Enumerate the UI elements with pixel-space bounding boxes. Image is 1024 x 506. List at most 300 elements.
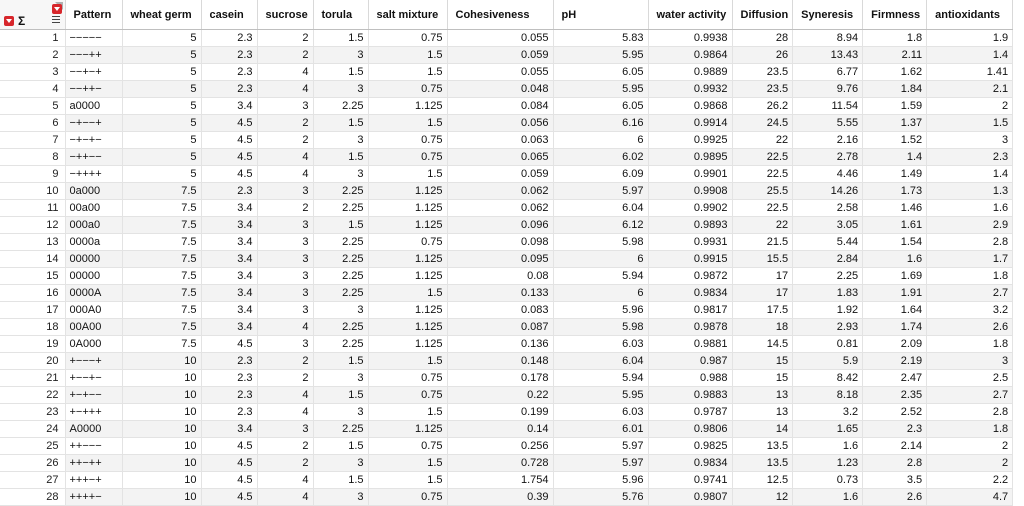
table-cell[interactable]: 0.096 bbox=[447, 217, 553, 234]
table-cell[interactable]: 22 bbox=[732, 217, 793, 234]
table-cell[interactable]: 0.9908 bbox=[648, 183, 732, 200]
table-cell[interactable]: 4 bbox=[257, 472, 313, 489]
table-cell[interactable]: 4 bbox=[257, 166, 313, 183]
table-cell[interactable]: 5 bbox=[122, 115, 201, 132]
table-row[interactable] bbox=[0, 217, 1013, 234]
table-cell[interactable]: 3 bbox=[257, 251, 313, 268]
table-cell[interactable]: 2.3 bbox=[201, 81, 257, 98]
table-cell[interactable]: 0.062 bbox=[447, 183, 553, 200]
table-cell[interactable]: 7.5 bbox=[122, 251, 201, 268]
cell-pattern[interactable]: 0000A bbox=[65, 285, 122, 302]
row-number[interactable]: 4 bbox=[0, 81, 65, 98]
cell-pattern[interactable]: −−−−− bbox=[65, 30, 122, 47]
table-cell[interactable]: 4.5 bbox=[201, 489, 257, 506]
table-cell[interactable]: 5.94 bbox=[553, 268, 648, 285]
table-row[interactable] bbox=[0, 285, 1013, 302]
table-cell[interactable]: 2.25 bbox=[313, 268, 368, 285]
table-cell[interactable]: 10 bbox=[122, 387, 201, 404]
table-cell[interactable]: 3 bbox=[313, 404, 368, 421]
table-cell[interactable]: 6.04 bbox=[553, 200, 648, 217]
table-cell[interactable]: 1.125 bbox=[368, 302, 447, 319]
table-cell[interactable]: 3 bbox=[257, 234, 313, 251]
table-cell[interactable]: 5.95 bbox=[553, 47, 648, 64]
table-cell[interactable]: 4.5 bbox=[201, 166, 257, 183]
table-row[interactable] bbox=[0, 353, 1013, 370]
table-cell[interactable]: 3 bbox=[257, 217, 313, 234]
row-number[interactable]: 5 bbox=[0, 98, 65, 115]
table-cell[interactable]: 6.12 bbox=[553, 217, 648, 234]
cell-pattern[interactable]: A0000 bbox=[65, 421, 122, 438]
table-cell[interactable]: 7.5 bbox=[122, 217, 201, 234]
table-cell[interactable]: 0.9878 bbox=[648, 319, 732, 336]
table-cell[interactable]: 5 bbox=[122, 132, 201, 149]
table-cell[interactable]: 0.9931 bbox=[648, 234, 732, 251]
column-header-sucrose[interactable]: sucrose bbox=[257, 0, 313, 30]
table-row[interactable] bbox=[0, 472, 1013, 489]
table-cell[interactable]: 2.25 bbox=[313, 183, 368, 200]
table-cell[interactable]: 1.8 bbox=[927, 421, 1013, 438]
table-cell[interactable]: 1.5 bbox=[368, 353, 447, 370]
table-cell[interactable]: 6 bbox=[553, 251, 648, 268]
table-cell[interactable]: 0.75 bbox=[368, 81, 447, 98]
column-header-cohesiveness[interactable]: Cohesiveness bbox=[447, 0, 553, 30]
table-cell[interactable]: 10 bbox=[122, 455, 201, 472]
table-cell[interactable]: 0.9915 bbox=[648, 251, 732, 268]
table-cell[interactable]: 14.5 bbox=[732, 336, 793, 353]
row-number[interactable]: 14 bbox=[0, 251, 65, 268]
table-cell[interactable]: 12 bbox=[732, 489, 793, 506]
column-header-firmness[interactable]: Firmness bbox=[863, 0, 927, 30]
table-cell[interactable]: 1.125 bbox=[368, 217, 447, 234]
table-cell[interactable]: 10 bbox=[122, 404, 201, 421]
table-cell[interactable]: 0.9787 bbox=[648, 404, 732, 421]
table-cell[interactable]: 2.09 bbox=[863, 336, 927, 353]
table-cell[interactable]: 0.75 bbox=[368, 489, 447, 506]
table-cell[interactable]: 12.5 bbox=[732, 472, 793, 489]
table-cell[interactable]: 4 bbox=[257, 319, 313, 336]
table-cell[interactable]: 1.8 bbox=[927, 268, 1013, 285]
table-cell[interactable]: 0.9895 bbox=[648, 149, 732, 166]
cell-pattern[interactable]: −+−−+ bbox=[65, 115, 122, 132]
cell-pattern[interactable]: −++++ bbox=[65, 166, 122, 183]
table-cell[interactable]: 11.54 bbox=[793, 98, 863, 115]
table-row[interactable] bbox=[0, 64, 1013, 81]
cell-pattern[interactable]: a0000 bbox=[65, 98, 122, 115]
table-cell[interactable]: 17.5 bbox=[732, 302, 793, 319]
table-cell[interactable]: 1.4 bbox=[863, 149, 927, 166]
table-row[interactable] bbox=[0, 234, 1013, 251]
table-cell[interactable]: 0.9806 bbox=[648, 421, 732, 438]
table-cell[interactable]: 0.133 bbox=[447, 285, 553, 302]
table-cell[interactable]: 0.14 bbox=[447, 421, 553, 438]
table-cell[interactable]: 4.5 bbox=[201, 132, 257, 149]
table-cell[interactable]: 5.97 bbox=[553, 438, 648, 455]
row-number[interactable]: 13 bbox=[0, 234, 65, 251]
table-cell[interactable]: 4 bbox=[257, 404, 313, 421]
table-cell[interactable]: 1.5 bbox=[927, 115, 1013, 132]
table-cell[interactable]: 0.084 bbox=[447, 98, 553, 115]
table-cell[interactable]: 1.6 bbox=[793, 438, 863, 455]
cell-pattern[interactable]: 0000a bbox=[65, 234, 122, 251]
table-cell[interactable]: 10 bbox=[122, 438, 201, 455]
table-cell[interactable]: 0.9932 bbox=[648, 81, 732, 98]
cell-pattern[interactable]: −++−− bbox=[65, 149, 122, 166]
table-cell[interactable]: 1.61 bbox=[863, 217, 927, 234]
table-cell[interactable]: 15.5 bbox=[732, 251, 793, 268]
table-cell[interactable]: 0.39 bbox=[447, 489, 553, 506]
table-cell[interactable]: 2.8 bbox=[927, 234, 1013, 251]
row-number[interactable]: 20 bbox=[0, 353, 65, 370]
table-cell[interactable]: 2 bbox=[927, 438, 1013, 455]
table-cell[interactable]: 1.59 bbox=[863, 98, 927, 115]
table-cell[interactable]: 23.5 bbox=[732, 81, 793, 98]
table-cell[interactable]: 1.754 bbox=[447, 472, 553, 489]
table-cell[interactable]: 22.5 bbox=[732, 166, 793, 183]
table-cell[interactable]: 0.059 bbox=[447, 47, 553, 64]
table-cell[interactable]: 1.64 bbox=[863, 302, 927, 319]
filter-lines-icon[interactable] bbox=[52, 16, 60, 24]
table-cell[interactable]: 2.8 bbox=[863, 455, 927, 472]
table-cell[interactable]: 1.69 bbox=[863, 268, 927, 285]
table-cell[interactable]: 6.03 bbox=[553, 404, 648, 421]
table-cell[interactable]: 1.9 bbox=[927, 30, 1013, 47]
cell-pattern[interactable]: ++−++ bbox=[65, 455, 122, 472]
table-cell[interactable]: 24.5 bbox=[732, 115, 793, 132]
row-number[interactable]: 15 bbox=[0, 268, 65, 285]
cell-pattern[interactable]: +−−+− bbox=[65, 370, 122, 387]
table-cell[interactable]: 10 bbox=[122, 421, 201, 438]
row-number[interactable]: 17 bbox=[0, 302, 65, 319]
cell-pattern[interactable]: 000A0 bbox=[65, 302, 122, 319]
table-cell[interactable]: 1.7 bbox=[927, 251, 1013, 268]
table-cell[interactable]: 8.18 bbox=[793, 387, 863, 404]
table-cell[interactable]: 2.6 bbox=[863, 489, 927, 506]
table-cell[interactable]: 1.49 bbox=[863, 166, 927, 183]
cell-pattern[interactable]: −−++− bbox=[65, 81, 122, 98]
table-cell[interactable]: 1.62 bbox=[863, 64, 927, 81]
table-cell[interactable]: 3.2 bbox=[927, 302, 1013, 319]
row-number[interactable]: 6 bbox=[0, 115, 65, 132]
table-cell[interactable]: 4.5 bbox=[201, 472, 257, 489]
table-cell[interactable]: 5.95 bbox=[553, 81, 648, 98]
table-cell[interactable]: 5.96 bbox=[553, 472, 648, 489]
table-row[interactable] bbox=[0, 438, 1013, 455]
table-cell[interactable]: 3 bbox=[313, 489, 368, 506]
table-cell[interactable]: 0.9834 bbox=[648, 455, 732, 472]
table-cell[interactable]: 0.148 bbox=[447, 353, 553, 370]
table-cell[interactable]: 22.5 bbox=[732, 200, 793, 217]
table-cell[interactable]: 3.4 bbox=[201, 285, 257, 302]
table-cell[interactable]: 7.5 bbox=[122, 268, 201, 285]
table-cell[interactable]: 2.93 bbox=[793, 319, 863, 336]
table-cell[interactable]: 5.96 bbox=[553, 302, 648, 319]
table-cell[interactable]: 2.3 bbox=[201, 404, 257, 421]
table-cell[interactable]: 3 bbox=[257, 302, 313, 319]
table-cell[interactable]: 1.5 bbox=[368, 47, 447, 64]
table-cell[interactable]: 2 bbox=[257, 370, 313, 387]
table-cell[interactable]: 2.8 bbox=[927, 404, 1013, 421]
table-cell[interactable]: 1.125 bbox=[368, 319, 447, 336]
table-cell[interactable]: 1.83 bbox=[793, 285, 863, 302]
table-cell[interactable]: 0.81 bbox=[793, 336, 863, 353]
table-cell[interactable]: 1.125 bbox=[368, 98, 447, 115]
table-row[interactable] bbox=[0, 47, 1013, 64]
table-cell[interactable]: 2 bbox=[257, 438, 313, 455]
table-cell[interactable]: 5.55 bbox=[793, 115, 863, 132]
cell-pattern[interactable]: +−+++ bbox=[65, 404, 122, 421]
table-cell[interactable]: 5.97 bbox=[553, 455, 648, 472]
table-cell[interactable]: 10 bbox=[122, 353, 201, 370]
table-cell[interactable]: 2.3 bbox=[201, 47, 257, 64]
row-number[interactable]: 2 bbox=[0, 47, 65, 64]
table-cell[interactable]: 2.7 bbox=[927, 285, 1013, 302]
table-cell[interactable]: 2.25 bbox=[313, 234, 368, 251]
table-cell[interactable]: 0.75 bbox=[368, 234, 447, 251]
table-cell[interactable]: 1.74 bbox=[863, 319, 927, 336]
table-cell[interactable]: 13.5 bbox=[732, 438, 793, 455]
table-cell[interactable]: 8.94 bbox=[793, 30, 863, 47]
table-cell[interactable]: 13 bbox=[732, 387, 793, 404]
table-cell[interactable]: 0.199 bbox=[447, 404, 553, 421]
table-cell[interactable]: 0.9883 bbox=[648, 387, 732, 404]
table-cell[interactable]: 1.125 bbox=[368, 268, 447, 285]
table-cell[interactable]: 2.25 bbox=[313, 319, 368, 336]
table-cell[interactable]: 5 bbox=[122, 64, 201, 81]
table-cell[interactable]: 0.73 bbox=[793, 472, 863, 489]
table-cell[interactable]: 5.94 bbox=[553, 370, 648, 387]
table-row[interactable] bbox=[0, 30, 1013, 47]
table-cell[interactable]: 2.3 bbox=[927, 149, 1013, 166]
table-cell[interactable]: 22.5 bbox=[732, 149, 793, 166]
table-cell[interactable]: 2.3 bbox=[863, 421, 927, 438]
column-header-syneresis[interactable]: Syneresis bbox=[793, 0, 863, 30]
table-cell[interactable]: 14 bbox=[732, 421, 793, 438]
table-cell[interactable]: 1.23 bbox=[793, 455, 863, 472]
table-cell[interactable]: 0.083 bbox=[447, 302, 553, 319]
table-cell[interactable]: 2 bbox=[927, 455, 1013, 472]
table-cell[interactable]: 5 bbox=[122, 98, 201, 115]
table-cell[interactable]: 13 bbox=[732, 404, 793, 421]
row-number[interactable]: 27 bbox=[0, 472, 65, 489]
table-cell[interactable]: 3 bbox=[257, 336, 313, 353]
table-cell[interactable]: 3 bbox=[313, 455, 368, 472]
table-cell[interactable]: 0.062 bbox=[447, 200, 553, 217]
table-cell[interactable]: 0.08 bbox=[447, 268, 553, 285]
table-cell[interactable]: 1.5 bbox=[368, 455, 447, 472]
table-cell[interactable]: 2.5 bbox=[927, 370, 1013, 387]
column-header-antioxidants[interactable]: antioxidants bbox=[927, 0, 1013, 30]
table-cell[interactable]: 0.256 bbox=[447, 438, 553, 455]
row-number[interactable]: 26 bbox=[0, 455, 65, 472]
table-cell[interactable]: 4.7 bbox=[927, 489, 1013, 506]
table-cell[interactable]: 1.6 bbox=[863, 251, 927, 268]
table-cell[interactable]: 1.8 bbox=[863, 30, 927, 47]
table-cell[interactable]: 1.5 bbox=[313, 472, 368, 489]
table-cell[interactable]: 5.95 bbox=[553, 387, 648, 404]
table-cell[interactable]: 2.25 bbox=[793, 268, 863, 285]
table-cell[interactable]: 0.9914 bbox=[648, 115, 732, 132]
table-cell[interactable]: 0.136 bbox=[447, 336, 553, 353]
table-cell[interactable]: 5.83 bbox=[553, 30, 648, 47]
table-cell[interactable]: 4 bbox=[257, 81, 313, 98]
table-cell[interactable]: 3.4 bbox=[201, 98, 257, 115]
table-cell[interactable]: 1.5 bbox=[368, 285, 447, 302]
column-header-ph[interactable]: pH bbox=[553, 0, 648, 30]
table-cell[interactable]: 7.5 bbox=[122, 183, 201, 200]
table-row[interactable] bbox=[0, 115, 1013, 132]
table-row[interactable] bbox=[0, 336, 1013, 353]
table-row[interactable] bbox=[0, 319, 1013, 336]
table-cell[interactable]: 26.2 bbox=[732, 98, 793, 115]
table-cell[interactable]: 7.5 bbox=[122, 200, 201, 217]
table-cell[interactable]: 0.098 bbox=[447, 234, 553, 251]
table-cell[interactable]: 9.76 bbox=[793, 81, 863, 98]
table-cell[interactable]: 3 bbox=[313, 302, 368, 319]
table-cell[interactable]: 1.8 bbox=[927, 336, 1013, 353]
table-cell[interactable]: 0.987 bbox=[648, 353, 732, 370]
table-cell[interactable]: 3.4 bbox=[201, 251, 257, 268]
table-cell[interactable]: 3.4 bbox=[201, 268, 257, 285]
table-cell[interactable]: 0.095 bbox=[447, 251, 553, 268]
table-cell[interactable]: 1.5 bbox=[313, 64, 368, 81]
table-cell[interactable]: 3.4 bbox=[201, 421, 257, 438]
columns-dropdown-icon[interactable] bbox=[52, 4, 62, 14]
table-cell[interactable]: 2.3 bbox=[201, 30, 257, 47]
row-number[interactable]: 1 bbox=[0, 30, 65, 47]
cell-pattern[interactable]: 000a0 bbox=[65, 217, 122, 234]
table-cell[interactable]: 3 bbox=[257, 285, 313, 302]
table-row[interactable] bbox=[0, 268, 1013, 285]
table-cell[interactable]: 0.9825 bbox=[648, 438, 732, 455]
table-row[interactable] bbox=[0, 455, 1013, 472]
row-number[interactable]: 28 bbox=[0, 489, 65, 506]
table-cell[interactable]: 7.5 bbox=[122, 319, 201, 336]
table-cell[interactable]: 3 bbox=[257, 183, 313, 200]
table-cell[interactable]: 8.42 bbox=[793, 370, 863, 387]
table-cell[interactable]: 4.5 bbox=[201, 149, 257, 166]
table-cell[interactable]: 6.03 bbox=[553, 336, 648, 353]
table-cell[interactable]: 2 bbox=[257, 455, 313, 472]
table-cell[interactable]: 3 bbox=[313, 47, 368, 64]
table-cell[interactable]: 4.5 bbox=[201, 336, 257, 353]
table-cell[interactable]: 2.25 bbox=[313, 336, 368, 353]
table-cell[interactable]: 15 bbox=[732, 353, 793, 370]
table-corner[interactable] bbox=[0, 0, 65, 30]
table-cell[interactable]: 0.9864 bbox=[648, 47, 732, 64]
table-cell[interactable]: 0.9889 bbox=[648, 64, 732, 81]
table-cell[interactable]: 0.9901 bbox=[648, 166, 732, 183]
table-cell[interactable]: 3.4 bbox=[201, 302, 257, 319]
table-cell[interactable]: 2.3 bbox=[201, 183, 257, 200]
cell-pattern[interactable]: −+−+− bbox=[65, 132, 122, 149]
cell-pattern[interactable]: +++−+ bbox=[65, 472, 122, 489]
table-cell[interactable]: 1.41 bbox=[927, 64, 1013, 81]
table-cell[interactable]: 1.5 bbox=[313, 353, 368, 370]
table-cell[interactable]: 2 bbox=[257, 132, 313, 149]
table-cell[interactable]: 2.25 bbox=[313, 200, 368, 217]
table-cell[interactable]: 5 bbox=[122, 47, 201, 64]
table-cell[interactable]: 0.087 bbox=[447, 319, 553, 336]
table-cell[interactable]: 1.125 bbox=[368, 251, 447, 268]
table-cell[interactable]: 1.4 bbox=[927, 166, 1013, 183]
table-cell[interactable]: 2.47 bbox=[863, 370, 927, 387]
table-cell[interactable]: 2.25 bbox=[313, 285, 368, 302]
table-cell[interactable]: 2.1 bbox=[927, 81, 1013, 98]
table-cell[interactable]: 1.125 bbox=[368, 200, 447, 217]
table-cell[interactable]: 1.3 bbox=[927, 183, 1013, 200]
table-cell[interactable]: 15 bbox=[732, 370, 793, 387]
rows-dropdown-icon[interactable] bbox=[4, 16, 14, 26]
cell-pattern[interactable]: ++++− bbox=[65, 489, 122, 506]
table-cell[interactable]: 0.055 bbox=[447, 30, 553, 47]
table-cell[interactable]: 0.75 bbox=[368, 132, 447, 149]
table-cell[interactable]: 1.5 bbox=[313, 217, 368, 234]
table-cell[interactable]: 4.5 bbox=[201, 455, 257, 472]
row-number[interactable]: 18 bbox=[0, 319, 65, 336]
cell-pattern[interactable]: 00000 bbox=[65, 251, 122, 268]
table-cell[interactable]: 3 bbox=[257, 268, 313, 285]
table-cell[interactable]: 25.5 bbox=[732, 183, 793, 200]
table-cell[interactable]: 1.37 bbox=[863, 115, 927, 132]
cell-pattern[interactable]: 00a00 bbox=[65, 200, 122, 217]
table-cell[interactable]: 0.9868 bbox=[648, 98, 732, 115]
row-number[interactable]: 9 bbox=[0, 166, 65, 183]
table-cell[interactable]: 2.7 bbox=[927, 387, 1013, 404]
table-cell[interactable]: 1.5 bbox=[368, 64, 447, 81]
table-cell[interactable]: 14.26 bbox=[793, 183, 863, 200]
row-number[interactable]: 21 bbox=[0, 370, 65, 387]
table-cell[interactable]: 0.728 bbox=[447, 455, 553, 472]
row-number[interactable]: 24 bbox=[0, 421, 65, 438]
table-cell[interactable]: 7.5 bbox=[122, 336, 201, 353]
table-cell[interactable]: 6 bbox=[553, 132, 648, 149]
column-header-salt-mixture[interactable]: salt mixture bbox=[368, 0, 447, 30]
table-cell[interactable]: 1.92 bbox=[793, 302, 863, 319]
table-cell[interactable]: 5 bbox=[122, 30, 201, 47]
row-number[interactable]: 3 bbox=[0, 64, 65, 81]
table-cell[interactable]: 3.4 bbox=[201, 319, 257, 336]
row-number[interactable]: 23 bbox=[0, 404, 65, 421]
sigma-icon[interactable]: Σ bbox=[18, 14, 26, 28]
table-cell[interactable]: 0.9938 bbox=[648, 30, 732, 47]
table-cell[interactable]: 0.9741 bbox=[648, 472, 732, 489]
cell-pattern[interactable]: +−−−+ bbox=[65, 353, 122, 370]
table-cell[interactable]: 3 bbox=[313, 166, 368, 183]
table-row[interactable] bbox=[0, 81, 1013, 98]
row-number[interactable]: 25 bbox=[0, 438, 65, 455]
table-cell[interactable]: 13.5 bbox=[732, 455, 793, 472]
table-cell[interactable]: 2.19 bbox=[863, 353, 927, 370]
table-cell[interactable]: 0.9834 bbox=[648, 285, 732, 302]
table-cell[interactable]: 5 bbox=[122, 149, 201, 166]
table-cell[interactable]: 0.988 bbox=[648, 370, 732, 387]
table-cell[interactable]: 0.75 bbox=[368, 370, 447, 387]
table-cell[interactable]: 6.04 bbox=[553, 353, 648, 370]
column-header-torula[interactable]: torula bbox=[313, 0, 368, 30]
table-cell[interactable]: 5.76 bbox=[553, 489, 648, 506]
table-cell[interactable]: 2.78 bbox=[793, 149, 863, 166]
cell-pattern[interactable]: −−+−+ bbox=[65, 64, 122, 81]
table-cell[interactable]: 0.9902 bbox=[648, 200, 732, 217]
table-cell[interactable]: 0.9807 bbox=[648, 489, 732, 506]
table-cell[interactable]: 1.46 bbox=[863, 200, 927, 217]
table-row[interactable] bbox=[0, 489, 1013, 506]
table-cell[interactable]: 2 bbox=[257, 115, 313, 132]
table-cell[interactable]: 5.98 bbox=[553, 319, 648, 336]
table-cell[interactable]: 4.46 bbox=[793, 166, 863, 183]
column-header-casein[interactable]: casein bbox=[201, 0, 257, 30]
table-cell[interactable]: 0.75 bbox=[368, 438, 447, 455]
